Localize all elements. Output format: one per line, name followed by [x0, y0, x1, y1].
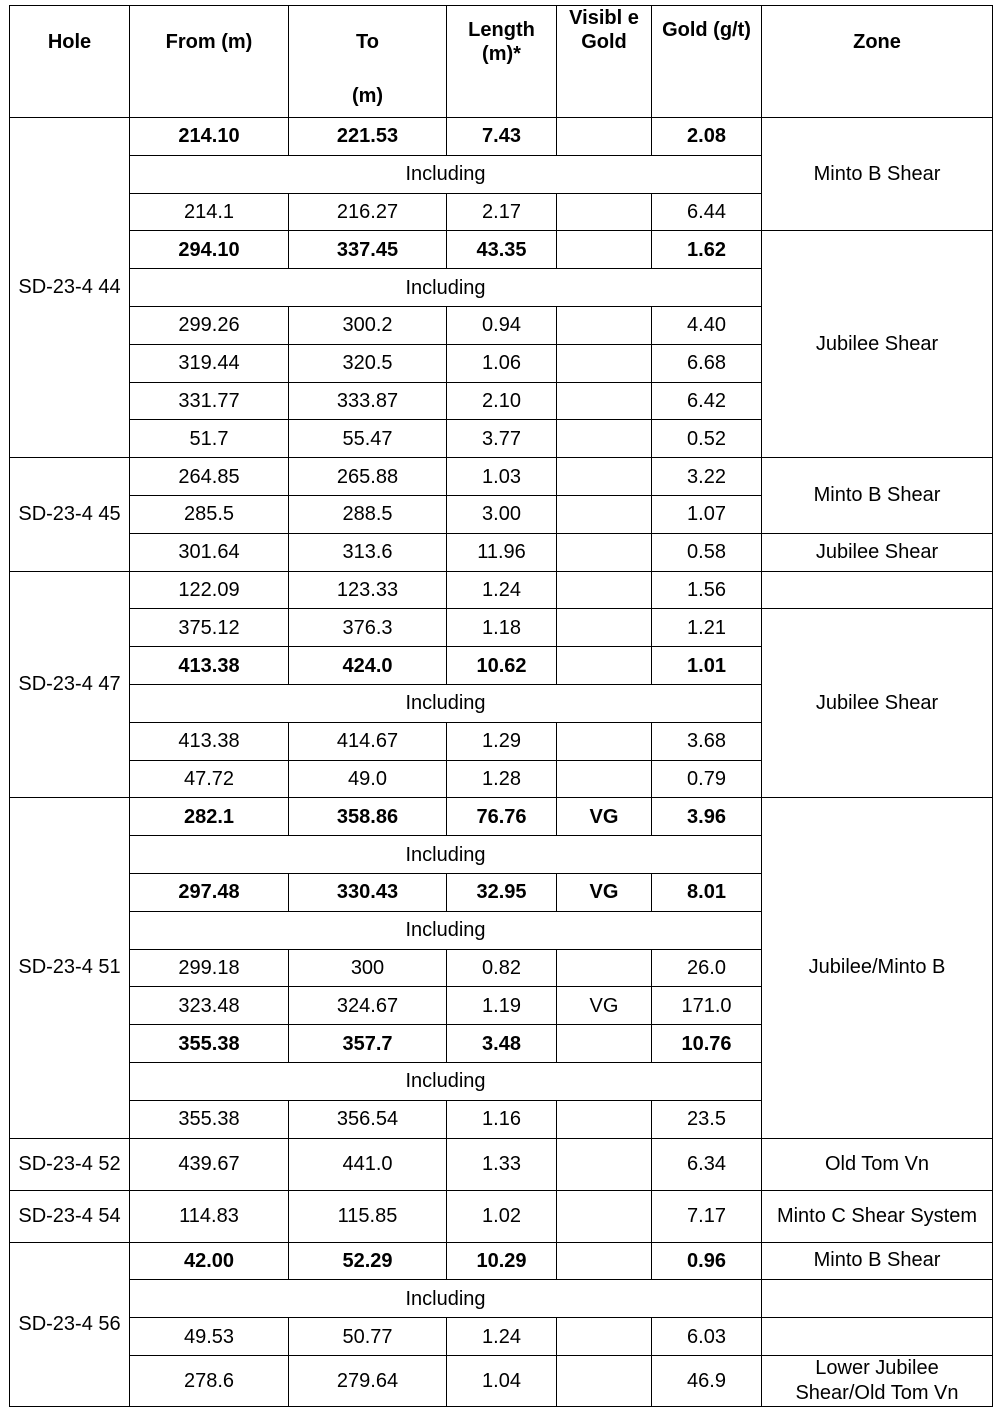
- table-row: [10, 1318, 993, 1356]
- zone-cell: [762, 571, 993, 609]
- hole-cell: SD-23-4 52: [10, 1138, 130, 1190]
- vg-cell: VG: [557, 987, 652, 1025]
- from-cell: 285.5: [130, 495, 289, 533]
- vg-cell: [557, 1190, 652, 1242]
- table-row: [10, 458, 993, 496]
- gold-cell: 10.76: [652, 1025, 762, 1063]
- table-row: [10, 533, 993, 571]
- table-row: [10, 609, 993, 647]
- hole-cell: SD-23-4 51: [10, 798, 130, 1138]
- hole-cell: SD-23-4 44: [10, 118, 130, 458]
- gold-cell: 6.34: [652, 1138, 762, 1190]
- length-cell: 7.43: [447, 118, 557, 156]
- gold-cell: 8.01: [652, 873, 762, 911]
- table-row: [10, 118, 993, 156]
- vg-cell: [557, 1025, 652, 1063]
- to-cell: 358.86: [289, 798, 447, 836]
- including-label: Including: [130, 836, 762, 874]
- header-to: To (m): [289, 6, 447, 118]
- table-row: [10, 1242, 993, 1280]
- from-cell: 214.1: [130, 193, 289, 231]
- to-cell: 414.67: [289, 722, 447, 760]
- to-cell: 115.85: [289, 1190, 447, 1242]
- from-cell: 301.64: [130, 533, 289, 571]
- gold-cell: 1.62: [652, 231, 762, 269]
- from-cell: 114.83: [130, 1190, 289, 1242]
- gold-cell: 0.96: [652, 1242, 762, 1280]
- zone-cell: [762, 1280, 993, 1318]
- hole-cell: SD-23-4 54: [10, 1190, 130, 1242]
- header-visible-gold: Visibl e Gold: [557, 6, 652, 118]
- to-cell: 441.0: [289, 1138, 447, 1190]
- from-cell: 355.38: [130, 1025, 289, 1063]
- including-label: Including: [130, 684, 762, 722]
- vg-cell: [557, 1100, 652, 1138]
- vg-cell: [557, 1242, 652, 1280]
- length-cell: 3.77: [447, 420, 557, 458]
- to-cell: 123.33: [289, 571, 447, 609]
- to-cell: 337.45: [289, 231, 447, 269]
- vg-cell: VG: [557, 873, 652, 911]
- gold-cell: 0.52: [652, 420, 762, 458]
- from-cell: 319.44: [130, 344, 289, 382]
- to-cell: 356.54: [289, 1100, 447, 1138]
- to-cell: 216.27: [289, 193, 447, 231]
- vg-cell: [557, 306, 652, 344]
- zone-cell: [762, 1318, 993, 1356]
- to-cell: 324.67: [289, 987, 447, 1025]
- from-cell: 375.12: [130, 609, 289, 647]
- from-cell: 331.77: [130, 382, 289, 420]
- length-cell: 3.48: [447, 1025, 557, 1063]
- length-cell: 0.82: [447, 949, 557, 987]
- from-cell: 42.00: [130, 1242, 289, 1280]
- length-cell: 1.02: [447, 1190, 557, 1242]
- vg-cell: [557, 344, 652, 382]
- length-cell: 3.00: [447, 495, 557, 533]
- including-label: Including: [130, 911, 762, 949]
- table-row: [10, 1138, 993, 1190]
- hole-cell: SD-23-4 45: [10, 458, 130, 571]
- zone-cell: Minto B Shear: [762, 118, 993, 231]
- vg-cell: [557, 1138, 652, 1190]
- header-from: From (m): [130, 6, 289, 118]
- vg-cell: [557, 722, 652, 760]
- from-cell: 278.6: [130, 1355, 289, 1406]
- length-cell: 1.18: [447, 609, 557, 647]
- gold-cell: 6.44: [652, 193, 762, 231]
- gold-cell: 23.5: [652, 1100, 762, 1138]
- vg-cell: [557, 118, 652, 156]
- gold-cell: 171.0: [652, 987, 762, 1025]
- from-cell: 214.10: [130, 118, 289, 156]
- hole-cell: SD-23-4 47: [10, 571, 130, 798]
- including-label: Including: [130, 269, 762, 307]
- gold-cell: 6.03: [652, 1318, 762, 1356]
- to-cell: 424.0: [289, 647, 447, 685]
- to-cell: 50.77: [289, 1318, 447, 1356]
- zone-cell: Minto B Shear: [762, 458, 993, 534]
- table-row: [10, 571, 993, 609]
- hole-cell: SD-23-4 56: [10, 1242, 130, 1406]
- to-cell: 49.0: [289, 760, 447, 798]
- to-cell: 55.47: [289, 420, 447, 458]
- length-cell: 76.76: [447, 798, 557, 836]
- gold-cell: 6.42: [652, 382, 762, 420]
- from-cell: 355.38: [130, 1100, 289, 1138]
- length-cell: 0.94: [447, 306, 557, 344]
- vg-cell: VG: [557, 798, 652, 836]
- zone-cell: Jubilee Shear: [762, 609, 993, 798]
- from-cell: 264.85: [130, 458, 289, 496]
- length-cell: 1.16: [447, 1100, 557, 1138]
- length-cell: 1.29: [447, 722, 557, 760]
- table-row: [10, 1190, 993, 1242]
- drill-results-table: [9, 5, 993, 1407]
- length-cell: 1.03: [447, 458, 557, 496]
- length-cell: 1.24: [447, 571, 557, 609]
- header-gold: Gold (g/t): [652, 6, 762, 118]
- gold-cell: 1.56: [652, 571, 762, 609]
- to-cell: 313.6: [289, 533, 447, 571]
- length-cell: 1.04: [447, 1355, 557, 1406]
- to-cell: 333.87: [289, 382, 447, 420]
- gold-cell: 2.08: [652, 118, 762, 156]
- gold-cell: 3.68: [652, 722, 762, 760]
- from-cell: 122.09: [130, 571, 289, 609]
- including-label: Including: [130, 1280, 762, 1318]
- gold-cell: 7.17: [652, 1190, 762, 1242]
- from-cell: 299.26: [130, 306, 289, 344]
- including-row: [10, 1280, 993, 1318]
- header-hole: Hole: [10, 6, 130, 118]
- to-cell: 221.53: [289, 118, 447, 156]
- from-cell: 413.38: [130, 722, 289, 760]
- table-row: [10, 1355, 993, 1406]
- vg-cell: [557, 1318, 652, 1356]
- vg-cell: [557, 609, 652, 647]
- to-cell: 279.64: [289, 1355, 447, 1406]
- length-cell: 1.28: [447, 760, 557, 798]
- gold-cell: 46.9: [652, 1355, 762, 1406]
- to-cell: 52.29: [289, 1242, 447, 1280]
- including-label: Including: [130, 1062, 762, 1100]
- zone-cell: Minto B Shear: [762, 1242, 993, 1280]
- to-cell: 330.43: [289, 873, 447, 911]
- header-length: Length (m)*: [447, 6, 557, 118]
- length-cell: 32.95: [447, 873, 557, 911]
- to-cell: 357.7: [289, 1025, 447, 1063]
- length-cell: 2.10: [447, 382, 557, 420]
- header-zone: Zone: [762, 6, 993, 118]
- vg-cell: [557, 533, 652, 571]
- zone-cell: Old Tom Vn: [762, 1138, 993, 1190]
- vg-cell: [557, 420, 652, 458]
- gold-cell: 1.07: [652, 495, 762, 533]
- length-cell: 10.29: [447, 1242, 557, 1280]
- vg-cell: [557, 647, 652, 685]
- table-row: [10, 798, 993, 836]
- gold-cell: 1.21: [652, 609, 762, 647]
- vg-cell: [557, 949, 652, 987]
- zone-cell: Jubilee Shear: [762, 533, 993, 571]
- vg-cell: [557, 760, 652, 798]
- vg-cell: [557, 571, 652, 609]
- to-cell: 376.3: [289, 609, 447, 647]
- length-cell: 43.35: [447, 231, 557, 269]
- gold-cell: 1.01: [652, 647, 762, 685]
- length-cell: 1.06: [447, 344, 557, 382]
- from-cell: 47.72: [130, 760, 289, 798]
- length-cell: 1.33: [447, 1138, 557, 1190]
- gold-cell: 3.96: [652, 798, 762, 836]
- vg-cell: [557, 193, 652, 231]
- gold-cell: 26.0: [652, 949, 762, 987]
- from-cell: 49.53: [130, 1318, 289, 1356]
- from-cell: 413.38: [130, 647, 289, 685]
- from-cell: 439.67: [130, 1138, 289, 1190]
- gold-cell: 3.22: [652, 458, 762, 496]
- gold-cell: 0.58: [652, 533, 762, 571]
- gold-cell: 0.79: [652, 760, 762, 798]
- from-cell: 294.10: [130, 231, 289, 269]
- length-cell: 2.17: [447, 193, 557, 231]
- from-cell: 51.7: [130, 420, 289, 458]
- length-cell: 1.24: [447, 1318, 557, 1356]
- vg-cell: [557, 458, 652, 496]
- to-cell: 300: [289, 949, 447, 987]
- zone-cell: Jubilee Shear: [762, 231, 993, 458]
- gold-cell: 4.40: [652, 306, 762, 344]
- length-cell: 11.96: [447, 533, 557, 571]
- including-label: Including: [130, 155, 762, 193]
- vg-cell: [557, 495, 652, 533]
- from-cell: 323.48: [130, 987, 289, 1025]
- vg-cell: [557, 231, 652, 269]
- to-cell: 288.5: [289, 495, 447, 533]
- gold-cell: 6.68: [652, 344, 762, 382]
- from-cell: 297.48: [130, 873, 289, 911]
- vg-cell: [557, 382, 652, 420]
- from-cell: 282.1: [130, 798, 289, 836]
- header-row: [10, 6, 993, 118]
- length-cell: 1.19: [447, 987, 557, 1025]
- to-cell: 300.2: [289, 306, 447, 344]
- length-cell: 10.62: [447, 647, 557, 685]
- zone-cell: Minto C Shear System: [762, 1190, 993, 1242]
- zone-cell: Jubilee/Minto B: [762, 798, 993, 1138]
- to-cell: 320.5: [289, 344, 447, 382]
- to-cell: 265.88: [289, 458, 447, 496]
- zone-cell: Lower Jubilee Shear/Old Tom Vn: [762, 1355, 993, 1406]
- from-cell: 299.18: [130, 949, 289, 987]
- vg-cell: [557, 1355, 652, 1406]
- table-row: [10, 231, 993, 269]
